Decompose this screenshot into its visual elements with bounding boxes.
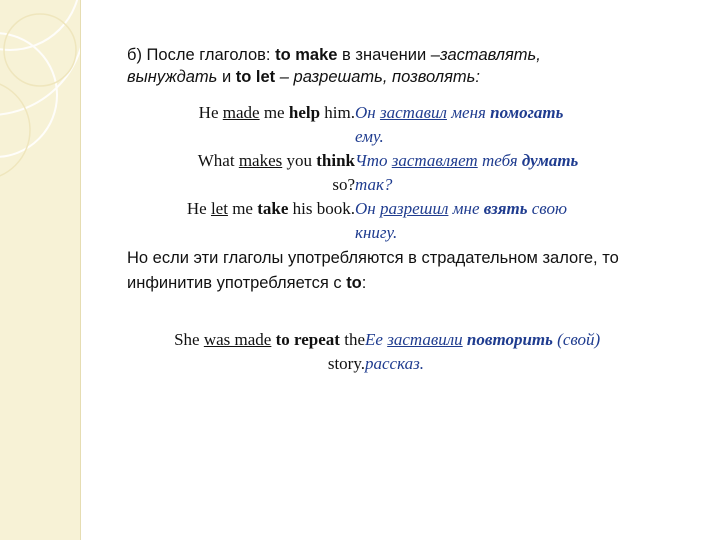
english-example: She was made to repeat the — [174, 330, 365, 349]
note-punctuation: : — [361, 274, 367, 292]
russian-translation: книгу. — [355, 223, 398, 242]
rule-heading-line-1 — [127, 44, 541, 66]
rule-text: в значении – — [342, 46, 440, 64]
rule-heading-line-2 — [127, 66, 480, 88]
english-example: so? — [332, 175, 355, 194]
russian-translation: так? — [355, 175, 393, 194]
english-example — [140, 221, 355, 245]
russian-translation: Ее заставили повторить (свой) — [365, 330, 601, 349]
english-example: He made me help him. — [198, 103, 355, 122]
rule-meaning: – разрешать, позволять: — [279, 68, 480, 86]
english-example: story. — [327, 354, 365, 373]
russian-translation: Он заставил меня помогать — [355, 103, 564, 122]
english-example: He let me take his book. — [186, 199, 355, 218]
rule-keyword-make: to make — [275, 46, 338, 64]
example-row — [140, 125, 675, 149]
russian-translation: Он разрешил мне взять свою — [355, 199, 567, 218]
rule-keyword-let: to let — [235, 68, 276, 86]
rule-text: После глаголов: — [146, 46, 271, 64]
example-row — [130, 328, 665, 352]
rule-number: б) — [127, 46, 142, 64]
english-example — [140, 125, 355, 149]
example-row — [130, 352, 665, 376]
example-row — [140, 197, 675, 221]
rule-text: и — [221, 68, 232, 86]
example-row — [140, 173, 675, 197]
example-row — [140, 101, 675, 125]
rule-meaning: заставлять, — [439, 46, 541, 64]
passive-voice-note — [127, 246, 692, 296]
examples-table-passive — [130, 328, 665, 376]
russian-translation: ему. — [355, 127, 384, 146]
russian-translation: рассказ. — [365, 354, 425, 373]
example-row — [140, 149, 675, 173]
english-example: What makes you think — [197, 151, 355, 170]
example-row — [140, 221, 675, 245]
rule-meaning: вынуждать — [127, 68, 218, 86]
examples-table-active — [140, 101, 675, 245]
russian-translation: Что заставляет тебя думать — [355, 151, 579, 170]
note-keyword-to: to — [346, 274, 362, 292]
note-text: Но если эти глаголы употребляются в страдательном залоге, то инфинитив употребляется с — [127, 249, 619, 292]
